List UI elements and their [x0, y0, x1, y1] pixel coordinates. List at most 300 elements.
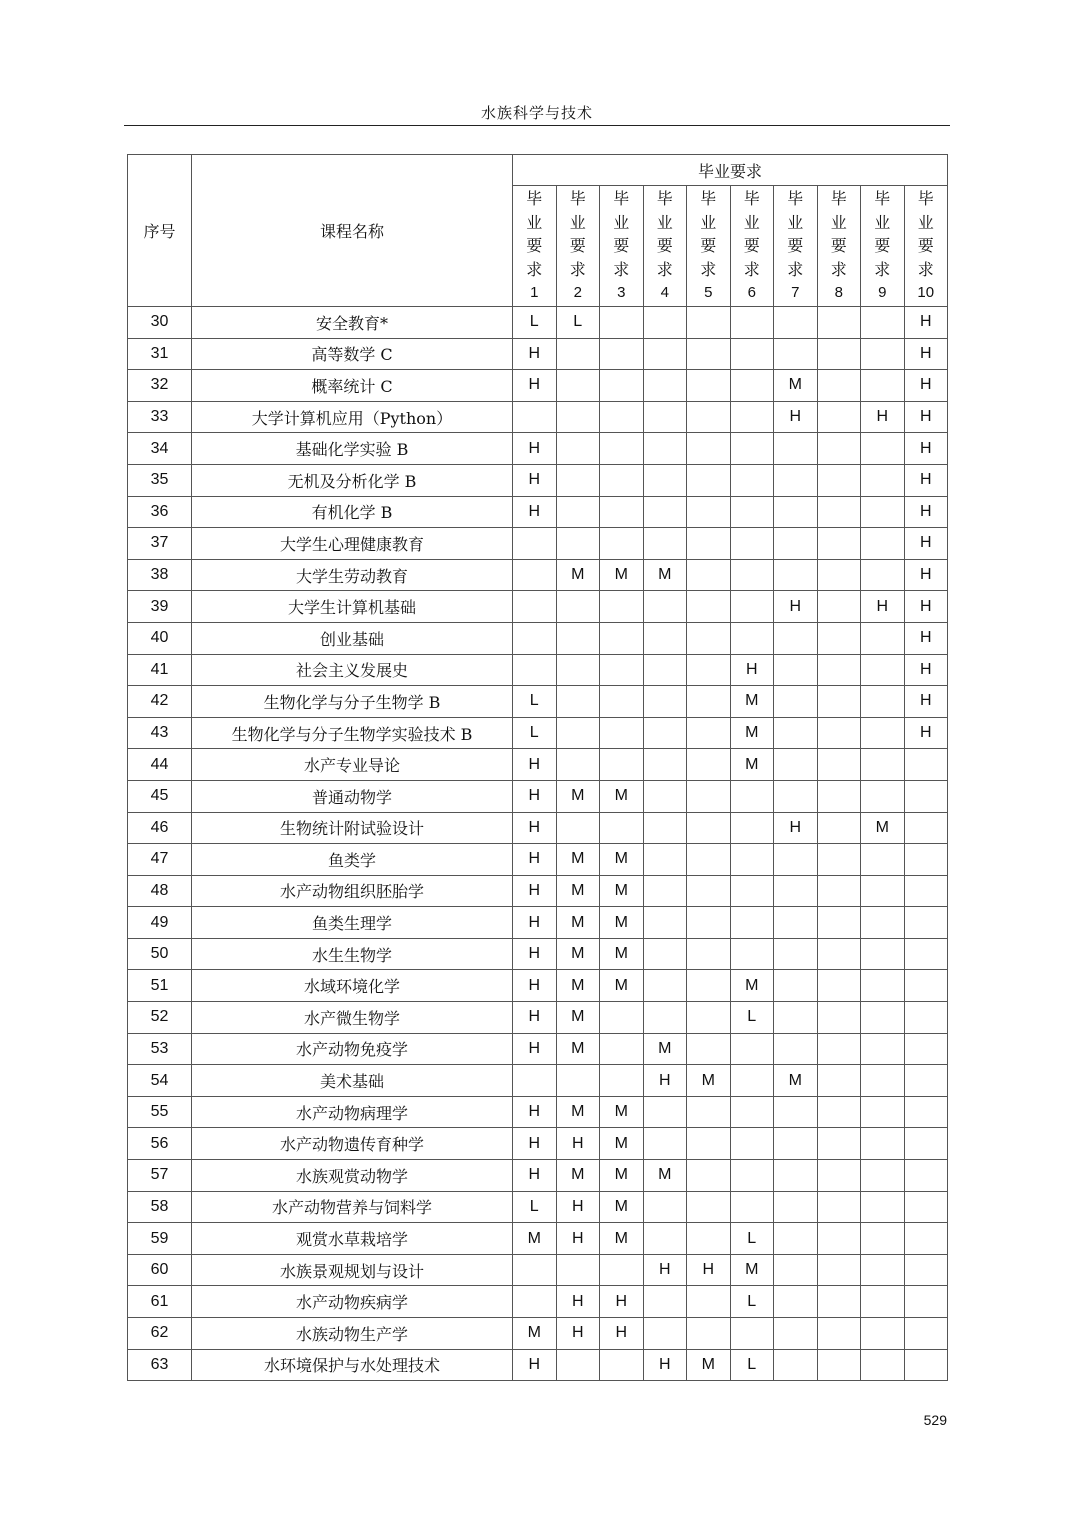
requirement-header-char: 业: [787, 212, 804, 232]
requirement-mark-cell: [643, 370, 687, 402]
requirement-mark-cell: [556, 812, 600, 844]
requirement-header-char: 业: [874, 212, 891, 232]
requirement-mark-cell: H: [687, 1254, 731, 1286]
requirement-mark-cell: [817, 1065, 861, 1097]
requirement-mark-cell: [817, 1128, 861, 1160]
row-course-cell: 基础化学实验 B: [192, 433, 513, 465]
requirement-mark-cell: [861, 1002, 905, 1034]
requirement-mark-cell: [730, 496, 774, 528]
row-course-cell: 水域环境化学: [192, 970, 513, 1002]
requirement-mark-cell: [730, 1033, 774, 1065]
row-seq-cell: 37: [128, 528, 192, 560]
requirement-mark-cell: [643, 591, 687, 623]
requirement-mark-cell: [817, 686, 861, 718]
requirement-mark-cell: H: [513, 780, 557, 812]
requirement-mark-cell: L: [513, 717, 557, 749]
row-seq-cell: 43: [128, 717, 192, 749]
requirement-mark-cell: M: [774, 370, 818, 402]
row-course-cell: 普通动物学: [192, 780, 513, 812]
requirement-mark-cell: M: [600, 938, 644, 970]
requirement-mark-cell: [861, 1065, 905, 1097]
graduation-requirements-table: [127, 154, 948, 1381]
requirement-mark-cell: [774, 559, 818, 591]
table-row: [128, 1096, 948, 1128]
requirement-mark-cell: [556, 464, 600, 496]
requirement-mark-cell: [730, 938, 774, 970]
row-course-cell: 水生生物学: [192, 938, 513, 970]
row-course-cell: 无机及分析化学 B: [192, 464, 513, 496]
requirement-mark-cell: [687, 1223, 731, 1255]
requirement-mark-cell: [687, 370, 731, 402]
table-row: [128, 654, 948, 686]
requirement-header-char: 要: [874, 236, 891, 256]
requirement-mark-cell: [687, 1033, 731, 1065]
table-row: [128, 780, 948, 812]
requirement-mark-cell: [600, 1002, 644, 1034]
table-row: [128, 559, 948, 591]
requirement-mark-cell: [687, 654, 731, 686]
row-seq-cell: 31: [128, 338, 192, 370]
table-row: [128, 496, 948, 528]
requirement-mark-cell: [774, 496, 818, 528]
requirement-mark-cell: [643, 717, 687, 749]
column-header-requirement: [556, 186, 600, 307]
requirement-mark-cell: [687, 464, 731, 496]
requirement-mark-cell: M: [556, 1033, 600, 1065]
requirement-mark-cell: [774, 1318, 818, 1350]
requirement-mark-cell: [600, 338, 644, 370]
requirement-header-char: 求: [700, 259, 717, 279]
row-course-cell: 水产动物遗传育种学: [192, 1128, 513, 1160]
requirement-mark-cell: [600, 686, 644, 718]
requirement-mark-cell: H: [556, 1191, 600, 1223]
requirement-mark-cell: M: [556, 1096, 600, 1128]
requirement-mark-cell: [600, 654, 644, 686]
requirement-mark-cell: [817, 1223, 861, 1255]
requirement-mark-cell: [817, 338, 861, 370]
row-seq-cell: 45: [128, 780, 192, 812]
requirement-mark-cell: [643, 812, 687, 844]
column-header-course: 课程名称: [192, 155, 513, 307]
requirement-header-char: 毕: [526, 189, 543, 209]
requirement-mark-cell: [904, 907, 948, 939]
requirement-header-char: 求: [874, 259, 891, 279]
requirement-mark-cell: [643, 496, 687, 528]
requirement-mark-cell: [861, 559, 905, 591]
requirement-mark-cell: H: [643, 1254, 687, 1286]
requirement-mark-cell: [687, 844, 731, 876]
table-row: [128, 686, 948, 718]
requirement-mark-cell: [730, 338, 774, 370]
requirement-mark-cell: [774, 338, 818, 370]
requirement-mark-cell: [817, 401, 861, 433]
requirement-mark-cell: [861, 1160, 905, 1192]
table-row: [128, 1191, 948, 1223]
requirement-mark-cell: [861, 938, 905, 970]
requirement-mark-cell: [556, 717, 600, 749]
requirement-mark-cell: [817, 1191, 861, 1223]
requirement-mark-cell: [600, 1254, 644, 1286]
requirement-mark-cell: [774, 1349, 818, 1381]
requirement-mark-cell: [730, 591, 774, 623]
requirement-mark-cell: L: [513, 307, 557, 339]
row-course-cell: 生物化学与分子生物学 B: [192, 686, 513, 718]
row-seq-cell: 34: [128, 433, 192, 465]
requirement-mark-cell: [643, 749, 687, 781]
requirement-mark-cell: [643, 1223, 687, 1255]
row-course-cell: 水产微生物学: [192, 1002, 513, 1034]
requirement-header-char: 要: [656, 236, 673, 256]
requirement-mark-cell: [774, 1096, 818, 1128]
requirement-header-char: 毕: [874, 189, 891, 209]
requirement-mark-cell: [730, 528, 774, 560]
requirement-mark-cell: [817, 622, 861, 654]
row-seq-cell: 52: [128, 1002, 192, 1034]
row-seq-cell: 46: [128, 812, 192, 844]
requirement-mark-cell: L: [730, 1002, 774, 1034]
row-seq-cell: 53: [128, 1033, 192, 1065]
requirement-header-char: 求: [613, 259, 630, 279]
requirement-mark-cell: [817, 1254, 861, 1286]
requirement-mark-cell: H: [513, 1096, 557, 1128]
requirement-mark-cell: [600, 1033, 644, 1065]
table-row: [128, 812, 948, 844]
requirement-mark-cell: [687, 1191, 731, 1223]
requirement-mark-cell: [513, 1254, 557, 1286]
row-course-cell: 安全教育*: [192, 307, 513, 339]
requirement-header-char: 毕: [569, 189, 586, 209]
requirement-mark-cell: [556, 749, 600, 781]
requirement-header-char: 要: [526, 236, 543, 256]
column-header-requirement: [600, 186, 644, 307]
requirement-mark-cell: [687, 717, 731, 749]
requirement-mark-cell: [861, 717, 905, 749]
requirement-mark-cell: [861, 622, 905, 654]
table-row: [128, 1286, 948, 1318]
requirement-mark-cell: [730, 559, 774, 591]
requirement-mark-cell: [556, 1065, 600, 1097]
requirement-mark-cell: [817, 370, 861, 402]
requirement-mark-cell: [513, 1065, 557, 1097]
column-header-requirement: [817, 186, 861, 307]
requirement-mark-cell: M: [556, 875, 600, 907]
requirement-mark-cell: [687, 528, 731, 560]
requirement-mark-cell: M: [730, 749, 774, 781]
requirement-mark-cell: [774, 307, 818, 339]
requirement-mark-cell: M: [730, 1254, 774, 1286]
requirement-mark-cell: M: [643, 559, 687, 591]
requirement-mark-cell: [600, 1349, 644, 1381]
requirement-mark-cell: [730, 401, 774, 433]
table-row: [128, 1002, 948, 1034]
requirement-mark-cell: [556, 496, 600, 528]
requirement-mark-cell: [904, 1318, 948, 1350]
requirement-mark-cell: M: [513, 1318, 557, 1350]
requirement-header-char: 毕: [917, 189, 934, 209]
requirement-mark-cell: H: [904, 654, 948, 686]
row-course-cell: 生物统计附试验设计: [192, 812, 513, 844]
requirement-header-char: 毕: [830, 189, 847, 209]
table-row: [128, 1033, 948, 1065]
requirement-mark-cell: M: [600, 1191, 644, 1223]
row-course-cell: 观赏水草栽培学: [192, 1223, 513, 1255]
requirement-mark-cell: [643, 938, 687, 970]
requirement-mark-cell: [600, 812, 644, 844]
requirement-mark-cell: [861, 907, 905, 939]
requirement-mark-cell: [904, 1065, 948, 1097]
requirement-mark-cell: L: [556, 307, 600, 339]
requirement-header-char: 求: [787, 259, 804, 279]
requirement-mark-cell: L: [513, 1191, 557, 1223]
requirement-mark-cell: [687, 875, 731, 907]
requirement-mark-cell: [774, 622, 818, 654]
requirement-mark-cell: [817, 1318, 861, 1350]
requirement-mark-cell: [556, 338, 600, 370]
column-header-requirement: [513, 186, 557, 307]
requirement-mark-cell: H: [600, 1286, 644, 1318]
row-seq-cell: 47: [128, 844, 192, 876]
requirement-mark-cell: [817, 591, 861, 623]
row-seq-cell: 59: [128, 1223, 192, 1255]
requirement-mark-cell: [643, 401, 687, 433]
table-row: [128, 749, 948, 781]
requirement-header-char: 业: [656, 212, 673, 232]
requirement-header-char: 业: [526, 212, 543, 232]
requirement-mark-cell: [643, 875, 687, 907]
requirement-mark-cell: [687, 907, 731, 939]
requirement-mark-cell: [643, 844, 687, 876]
requirement-header-char: 业: [830, 212, 847, 232]
requirement-mark-cell: [774, 749, 818, 781]
requirement-mark-cell: [687, 938, 731, 970]
requirement-mark-cell: [861, 496, 905, 528]
requirement-mark-cell: H: [904, 433, 948, 465]
row-seq-cell: 49: [128, 907, 192, 939]
table-row: [128, 1065, 948, 1097]
requirement-mark-cell: [600, 1065, 644, 1097]
requirement-mark-cell: H: [904, 370, 948, 402]
row-seq-cell: 42: [128, 686, 192, 718]
table-row: [128, 1160, 948, 1192]
column-header-requirement: [730, 186, 774, 307]
requirement-mark-cell: M: [600, 1096, 644, 1128]
requirement-mark-cell: [817, 780, 861, 812]
requirement-mark-cell: [904, 780, 948, 812]
requirement-mark-cell: H: [513, 875, 557, 907]
row-seq-cell: 63: [128, 1349, 192, 1381]
requirement-mark-cell: H: [513, 844, 557, 876]
requirement-mark-cell: [600, 749, 644, 781]
requirement-mark-cell: M: [600, 875, 644, 907]
requirement-mark-cell: [774, 433, 818, 465]
requirement-mark-cell: [774, 1128, 818, 1160]
requirement-mark-cell: [774, 938, 818, 970]
requirement-mark-cell: [600, 433, 644, 465]
requirement-mark-cell: [556, 401, 600, 433]
requirement-header-char: 毕: [787, 189, 804, 209]
requirement-mark-cell: [643, 1286, 687, 1318]
requirement-mark-cell: [643, 1096, 687, 1128]
requirement-mark-cell: M: [556, 559, 600, 591]
requirement-mark-cell: [687, 749, 731, 781]
requirement-mark-cell: H: [556, 1128, 600, 1160]
requirement-mark-cell: [817, 970, 861, 1002]
column-header-seq: 序号: [128, 155, 192, 307]
column-header-requirement: [861, 186, 905, 307]
requirement-mark-cell: H: [904, 307, 948, 339]
requirement-mark-cell: [904, 1160, 948, 1192]
requirement-mark-cell: [774, 907, 818, 939]
requirement-mark-cell: H: [513, 970, 557, 1002]
requirement-header-char: 要: [917, 236, 934, 256]
requirement-mark-cell: [817, 1286, 861, 1318]
row-course-cell: 有机化学 B: [192, 496, 513, 528]
requirement-mark-cell: [643, 907, 687, 939]
requirement-mark-cell: H: [904, 559, 948, 591]
requirement-mark-cell: [861, 780, 905, 812]
row-course-cell: 水产动物免疫学: [192, 1033, 513, 1065]
requirement-mark-cell: H: [513, 1128, 557, 1160]
requirement-mark-cell: M: [556, 907, 600, 939]
requirement-mark-cell: H: [513, 907, 557, 939]
requirement-mark-cell: [817, 844, 861, 876]
requirement-mark-cell: [904, 875, 948, 907]
requirement-mark-cell: [817, 496, 861, 528]
requirement-mark-cell: [861, 686, 905, 718]
row-course-cell: 水产动物疾病学: [192, 1286, 513, 1318]
requirement-mark-cell: [687, 812, 731, 844]
requirement-header-char: 求: [569, 259, 586, 279]
table-row: [128, 1223, 948, 1255]
requirement-mark-cell: [687, 1128, 731, 1160]
requirement-mark-cell: M: [861, 812, 905, 844]
requirement-mark-cell: [817, 1033, 861, 1065]
requirement-mark-cell: [904, 1349, 948, 1381]
requirement-mark-cell: [643, 1318, 687, 1350]
requirement-header-char: 要: [613, 236, 630, 256]
requirement-mark-cell: [730, 622, 774, 654]
requirement-mark-cell: H: [904, 496, 948, 528]
requirement-mark-cell: M: [600, 1223, 644, 1255]
requirement-mark-cell: [774, 528, 818, 560]
requirement-mark-cell: [643, 686, 687, 718]
requirement-mark-cell: M: [600, 1160, 644, 1192]
requirement-mark-cell: [774, 1191, 818, 1223]
requirement-mark-cell: [774, 654, 818, 686]
requirement-mark-cell: [861, 1318, 905, 1350]
requirement-mark-cell: H: [513, 1033, 557, 1065]
requirement-mark-cell: H: [556, 1286, 600, 1318]
row-seq-cell: 56: [128, 1128, 192, 1160]
requirement-mark-cell: [861, 307, 905, 339]
requirement-header-number: 9: [878, 284, 887, 302]
row-course-cell: 创业基础: [192, 622, 513, 654]
requirement-mark-cell: [687, 686, 731, 718]
requirement-mark-cell: M: [600, 907, 644, 939]
table-row: [128, 591, 948, 623]
requirement-mark-cell: H: [774, 591, 818, 623]
requirement-mark-cell: [730, 1128, 774, 1160]
row-seq-cell: 32: [128, 370, 192, 402]
row-seq-cell: 40: [128, 622, 192, 654]
requirement-mark-cell: [730, 1191, 774, 1223]
requirement-mark-cell: L: [730, 1223, 774, 1255]
requirement-mark-cell: [730, 1065, 774, 1097]
row-seq-cell: 60: [128, 1254, 192, 1286]
table-row: [128, 622, 948, 654]
running-header-title: 水族科学与技术: [480, 104, 593, 122]
requirement-mark-cell: H: [904, 338, 948, 370]
row-seq-cell: 51: [128, 970, 192, 1002]
requirement-mark-cell: [904, 970, 948, 1002]
requirement-mark-cell: M: [556, 970, 600, 1002]
requirement-mark-cell: [730, 464, 774, 496]
page-number: 529: [923, 1412, 947, 1428]
requirement-mark-cell: [774, 464, 818, 496]
requirement-mark-cell: [687, 433, 731, 465]
requirement-mark-cell: [817, 433, 861, 465]
row-course-cell: 鱼类学: [192, 844, 513, 876]
column-header-requirement: [774, 186, 818, 307]
requirement-mark-cell: [730, 370, 774, 402]
requirement-mark-cell: [643, 433, 687, 465]
requirement-mark-cell: M: [643, 1160, 687, 1192]
requirement-mark-cell: [600, 464, 644, 496]
row-course-cell: 水产动物病理学: [192, 1096, 513, 1128]
requirement-header-number: 6: [747, 284, 756, 302]
requirement-mark-cell: [556, 370, 600, 402]
row-seq-cell: 55: [128, 1096, 192, 1128]
requirement-mark-cell: [861, 338, 905, 370]
requirement-mark-cell: [687, 1160, 731, 1192]
requirement-mark-cell: [774, 844, 818, 876]
requirement-mark-cell: [643, 654, 687, 686]
requirement-mark-cell: M: [556, 844, 600, 876]
requirement-mark-cell: [643, 338, 687, 370]
requirement-header-number: 2: [573, 284, 582, 302]
requirement-mark-cell: H: [513, 496, 557, 528]
table-row: [128, 528, 948, 560]
requirement-mark-cell: [513, 654, 557, 686]
requirement-mark-cell: H: [904, 401, 948, 433]
requirement-header-char: 毕: [656, 189, 673, 209]
requirement-header-char: 要: [830, 236, 847, 256]
requirement-mark-cell: [904, 1191, 948, 1223]
requirement-mark-cell: [600, 370, 644, 402]
requirement-mark-cell: M: [600, 1128, 644, 1160]
requirement-mark-cell: [904, 1223, 948, 1255]
requirement-mark-cell: [774, 970, 818, 1002]
table-row: [128, 1349, 948, 1381]
requirement-mark-cell: [774, 1286, 818, 1318]
row-course-cell: 水环境保护与水处理技术: [192, 1349, 513, 1381]
requirement-mark-cell: M: [730, 686, 774, 718]
requirement-mark-cell: H: [600, 1318, 644, 1350]
table-row: [128, 433, 948, 465]
requirement-mark-cell: [861, 1223, 905, 1255]
row-course-cell: 概率统计 C: [192, 370, 513, 402]
row-course-cell: 水族景观规划与设计: [192, 1254, 513, 1286]
requirement-header-char: 要: [700, 236, 717, 256]
requirement-mark-cell: [513, 1286, 557, 1318]
requirement-mark-cell: [817, 464, 861, 496]
requirement-mark-cell: M: [556, 780, 600, 812]
requirement-mark-cell: H: [513, 464, 557, 496]
requirement-mark-cell: [687, 780, 731, 812]
requirement-mark-cell: [643, 622, 687, 654]
table-row: [128, 844, 948, 876]
requirement-mark-cell: H: [774, 812, 818, 844]
